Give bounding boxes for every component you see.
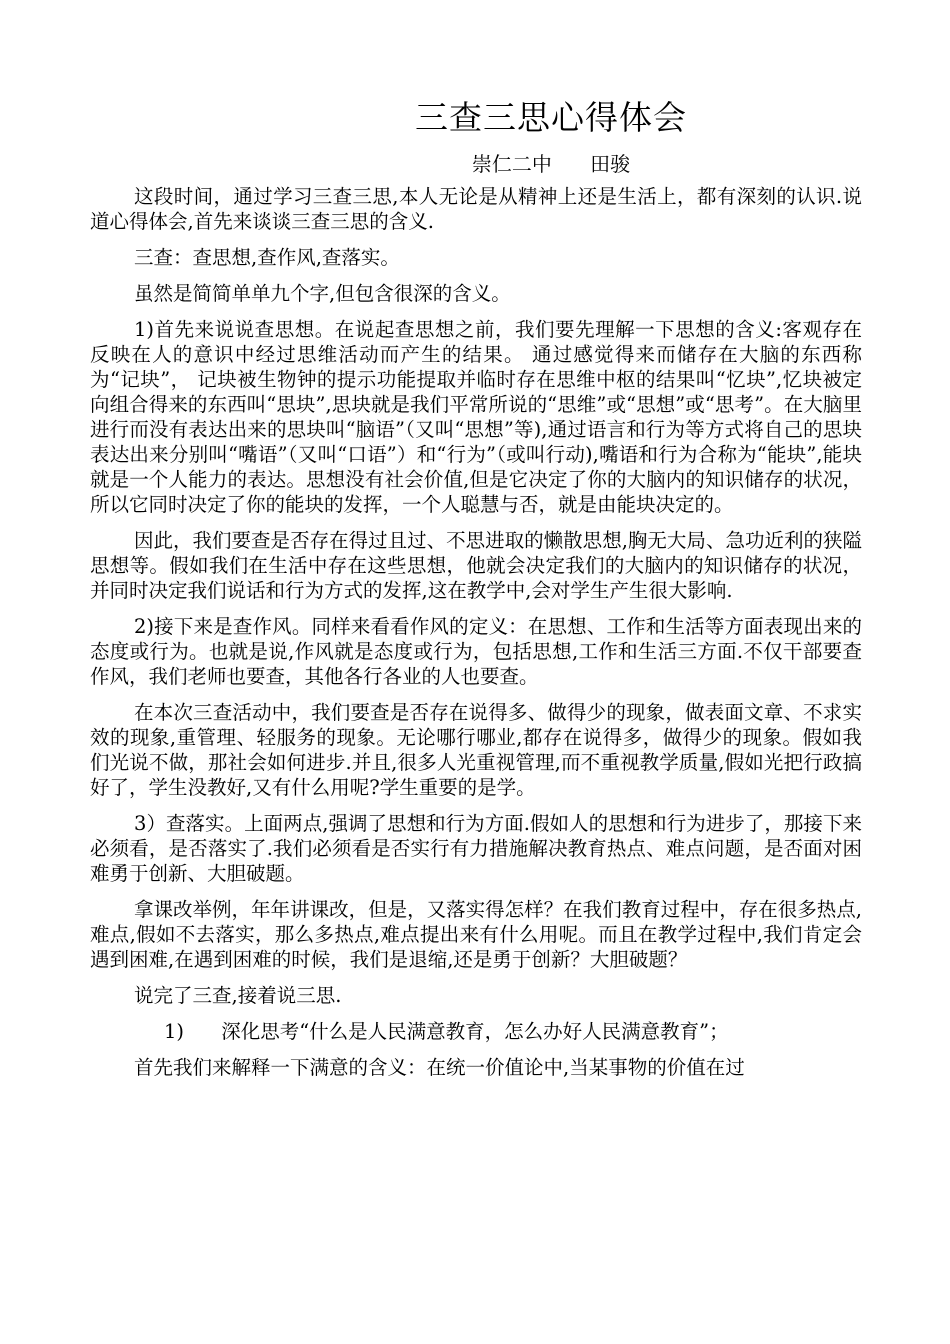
document-page — [90, 96, 862, 1091]
paragraph: 说完了三查,接着说三思. — [134, 984, 342, 1007]
document-title: 三查三思心得体会 — [415, 98, 687, 137]
paragraph: 因此，我们要查是否存在得过且过、不思进取的懒散思想,胸无大局、急功近利的狭隘思想等。假如我们在生活中存在这些思想，他就会决定我们的大脑内的知识储存的状况，并同时决定我们说话和行为方式的发挥,这在教学中,会对学生产生很大影响. — [90, 529, 862, 602]
paragraph: 拿课改举例，年年讲课改，但是，又落实得怎样？在我们教育过程中，存在很多热点,难点,假如不去落实，那么多热点,难点提出来有什么用呢。而且在教学过程中,我们肯定会遇到困难,在遇到困难的时候，我们是退缩,还是勇于创新？大胆破题？ — [90, 898, 862, 971]
numbered-heading: 1) 深化思考“什么是人民满意教育，怎么办好人民满意教育”； — [164, 1020, 729, 1043]
paragraph: 虽然是简简单单九个字,但包含很深的含义。 — [134, 282, 511, 305]
paragraph: 3）查落实。上面两点,强调了思想和行为方面.假如人的思想和行为进步了，那接下来必须看，是否落实了.我们必须看是否实行有力措施解决教育热点、难点问题，是否面对困难勇于创新、大胆破题。 — [90, 812, 862, 885]
paragraph: 三查：查思想,查作风,查落实。 — [134, 246, 400, 269]
author-line: 崇仁二中 田骏 — [471, 152, 631, 176]
paragraph: 1)首先来说说查思想。在说起查思想之前，我们要先理解一下思想的含义:客观存在反映在人的意识中经过思维活动而产生的结果。 通过感觉得来而储存在大脑的东西称为“记块”， 记块被生物钟的提示功能提取并临时存在思维中枢的结果叫“忆块”,忆块被定向组合得来的东西叫“思块”,思块就是我们平常所说的“思维”或“思想”或“思考”。在大脑里进行而没有表达出来的思块叫“脑语”（又叫“思想”等),通过语言和行为等方式将自己的思块表达出来分别叫“嘴语”（又叫“口语”）和“行为”（或叫行动),嘴语和行为合称为“能块”,能块就是一个人能力的表达。思想没有社会价值,但是它决定了你的大脑内的知识储存的状况，所以它同时决定了你的能块的发挥，一个人聪慧与否，就是由能块决定的。 — [90, 318, 862, 516]
paragraph: 在本次三查活动中，我们要查是否存在说得多、做得少的现象，做表面文章、不求实效的现象,重管理、轻服务的现象。无论哪行哪业,都存在说得多，做得少的现象。假如我们光说不做，那社会如何进步.并且,很多人光重视管理,而不重视教学质量,假如光把行政搞好了，学生没教好,又有什么用呢?学生重要的是学。 — [90, 701, 862, 799]
paragraph: 2)接下来是查作风。同样来看看作风的定义：在思想、工作和生活等方面表现出来的态度或行为。也就是说,作风就是态度或行为，包括思想,工作和生活三方面.不仅干部要查作风，我们老师也要查，其他各行各业的人也要查。 — [90, 615, 862, 688]
paragraph: 首先我们来解释一下满意的含义：在统一价值论中,当某事物的价值在过 — [134, 1056, 745, 1079]
paragraph: 这段时间，通过学习三查三思,本人无论是从精神上还是生活上，都有深刻的认识.说道心得体会,首先来谈谈三查三思的含义. — [90, 185, 862, 233]
